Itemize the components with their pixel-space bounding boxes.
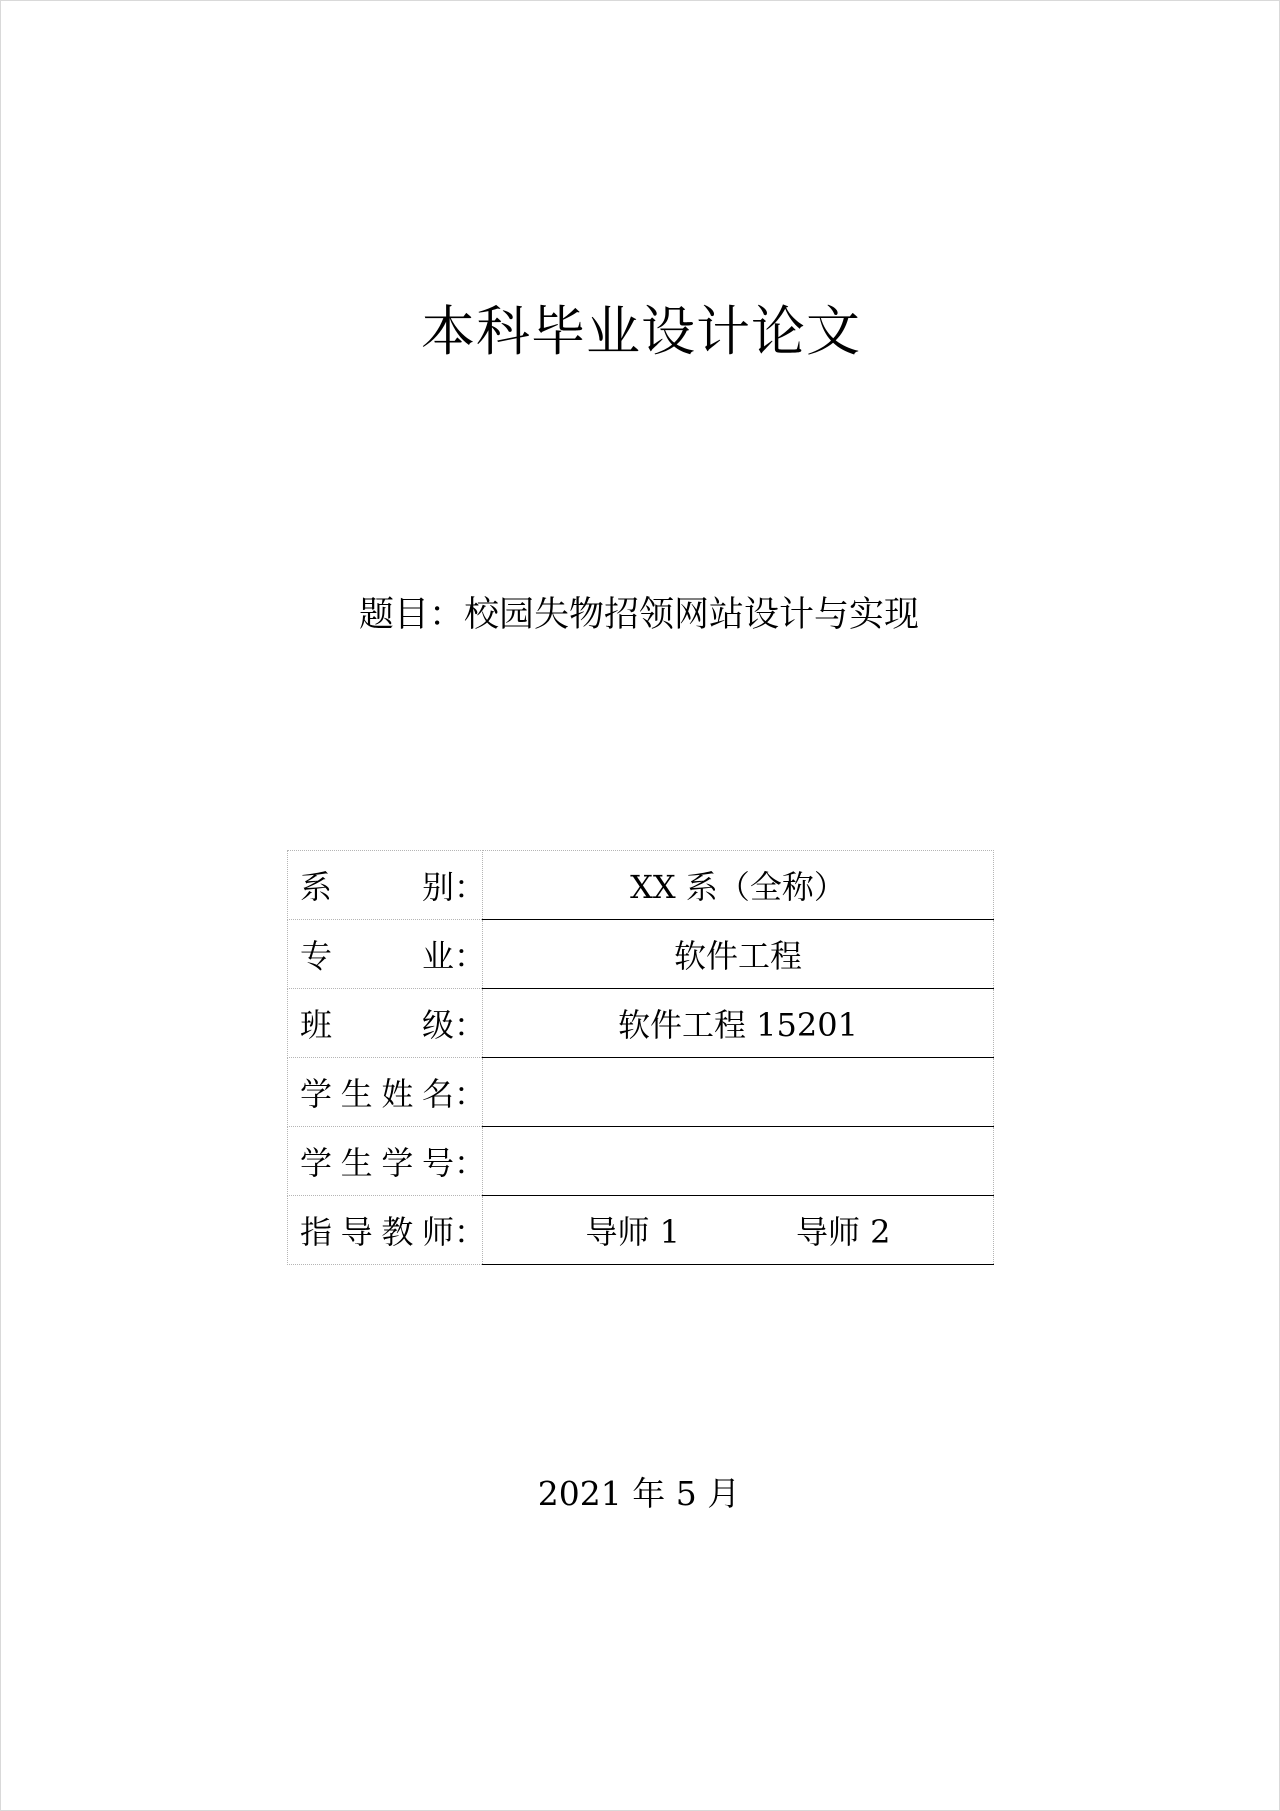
colon: ：	[454, 1006, 487, 1044]
student-id-row	[288, 1127, 994, 1196]
colon: ：	[454, 1075, 487, 1113]
student-id-label-cell	[288, 1127, 487, 1196]
advisor-label: 指导教师	[300, 1213, 454, 1251]
advisor-1: 导师 1	[585, 1213, 680, 1251]
major-value: 软件工程	[483, 920, 994, 989]
department-value: XX 系（全称）	[483, 851, 994, 920]
department-label: 系别	[300, 868, 454, 906]
class-label: 班级	[300, 1006, 454, 1044]
class-label-cell	[288, 989, 487, 1058]
major-label: 专业	[300, 937, 454, 975]
student-name-value	[483, 1058, 994, 1127]
colon: ：	[454, 868, 487, 906]
colon: ：	[454, 1213, 487, 1251]
student-id-value	[483, 1127, 994, 1196]
department-row	[288, 851, 994, 920]
advisor-2: 导师 2	[796, 1213, 891, 1251]
student-info-table	[287, 850, 994, 1265]
class-row	[288, 989, 994, 1058]
advisor-values	[483, 1196, 994, 1265]
major-label-cell	[288, 920, 487, 989]
department-label-cell	[288, 851, 487, 920]
colon: ：	[454, 1144, 487, 1182]
student-name-label-cell	[288, 1058, 487, 1127]
student-id-label: 学生学号	[300, 1144, 454, 1182]
student-name-label: 学生姓名	[300, 1075, 454, 1113]
submission-date: 2021 年 5 月	[537, 1474, 741, 1513]
advisor-label-cell	[288, 1196, 487, 1265]
colon: ：	[454, 937, 487, 975]
student-name-row	[288, 1058, 994, 1127]
major-row	[288, 920, 994, 989]
thesis-subject: 题目：校园失物招领网站设计与实现	[358, 595, 919, 635]
thesis-title: 本科毕业设计论文	[421, 300, 861, 363]
class-value: 软件工程 15201	[483, 989, 994, 1058]
advisor-row	[288, 1196, 994, 1265]
